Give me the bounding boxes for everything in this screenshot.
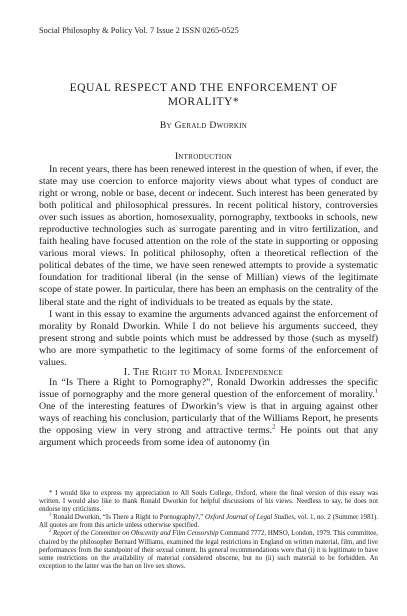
article-title xyxy=(0,81,407,109)
footnotes xyxy=(39,490,378,571)
section-1-text-c: He points out that any argument which proceeds from some idea of autonomy (in xyxy=(39,425,378,449)
footnote-star: * I would like to express my appreciation to All Souls College, Oxford, where the final version of this essay was written. I would also like to thank Ronald Dworkin for helpful discussions of his views. Needless to say, he does not endorse my criticisms. xyxy=(39,490,378,514)
footnote-1 xyxy=(39,511,378,530)
section-1-text-b: One of the interesting features of Dworkin’s view is that in arguing against other ways of reaching his conclusion, particularly that of the Williams Report, he presents the opposing view in very strong and attractive terms. xyxy=(39,401,378,437)
note-reference-2: 2 xyxy=(272,423,276,431)
footnote-1-text-a: Ronald Dworkin, “Is There a Right to Pornography?,” xyxy=(51,514,206,522)
section-1-body xyxy=(39,377,378,449)
section-1-text-a: In “Is There a Right to Pornography?”, Ronald Dworkin addresses the specific issue of pornography and the more general question of the enforcement of morality. xyxy=(39,377,378,401)
footnote-1-number: 1 xyxy=(49,511,52,517)
section-1-paragraph-1 xyxy=(39,377,378,449)
author-byline: By Gerald Dworkin xyxy=(159,120,248,131)
footnote-2-number: 2 xyxy=(49,528,52,534)
introduction-body xyxy=(39,164,378,369)
running-head: Social Philosophy & Policy Vol. 7 Issue 2 ISSN 0265-0525 xyxy=(39,26,239,35)
introduction-heading: Introduction xyxy=(174,151,233,162)
footnote-1-text-b: , vol. 1, no. 2 (Summer 1981). All quotes are from this article unless otherwise specified. xyxy=(39,514,378,530)
footnote-2-report-title: Report of the Committee on Obscenity and Film Censorship xyxy=(52,530,219,538)
footnote-2 xyxy=(39,530,378,570)
article-title-line-2: MORALITY* xyxy=(167,95,240,108)
footnote-2-text: Command 7772, HMSO, London, 1979. This committee, chaired by the philosopher Bernard Williams, examined the legal restrictions in England on written material, film, and live performances from the standpoint of their sexual content. Its general recommendations were that (i) it is legitimate to have some restrictions on the availability of material considered obscene, but no (ii) such material to be forbidden. An exception to the latter was the ban on live sex shows. xyxy=(39,530,378,570)
introduction-paragraph-2: I want in this essay to examine the arguments advanced against the enforcement of morality by Ronald Dworkin. While I do not believe his arguments succeed, they present strong and subtle points which must be addressed by those (such as myself) who are more sympathetic to the legitimacy of some forms of the enforcement of values. xyxy=(39,308,378,368)
note-reference-1: 1 xyxy=(374,387,378,395)
footnote-1-journal: Oxford Journal of Legal Studies xyxy=(205,514,295,522)
introduction-paragraph-1: In recent years, there has been renewed interest in the question of when, if ever, the state may use coercion to enforce majority views about what types of conduct are right or wrong, noble or base, decent or indecent. Such interest has been generated by both political and philosophical pressures. In recent political history, controversies over such issues as abortion, homosexuality, pornography, textbooks in schools, new reproductive technologies such as surrogate parenting and in vitro fertilization, and faith healing have focused attention on the role of the state in supporting or opposing various moral views. In political philosophy, often a theoretical reflection of the political debates of the time, we have seen renewed attempts to provide a systematic foundation for traditional liberal (in the sense of Millian) views of the legitimate scope of state power. In particular, there has been an emphasis on the centrality of the liberal state and the right of individuals to be treated as equals by the state. xyxy=(39,164,378,308)
section-1-heading: I. The Right to Moral Independence xyxy=(123,367,284,378)
article-title-line-1: EQUAL RESPECT AND THE ENFORCEMENT OF xyxy=(69,81,338,94)
